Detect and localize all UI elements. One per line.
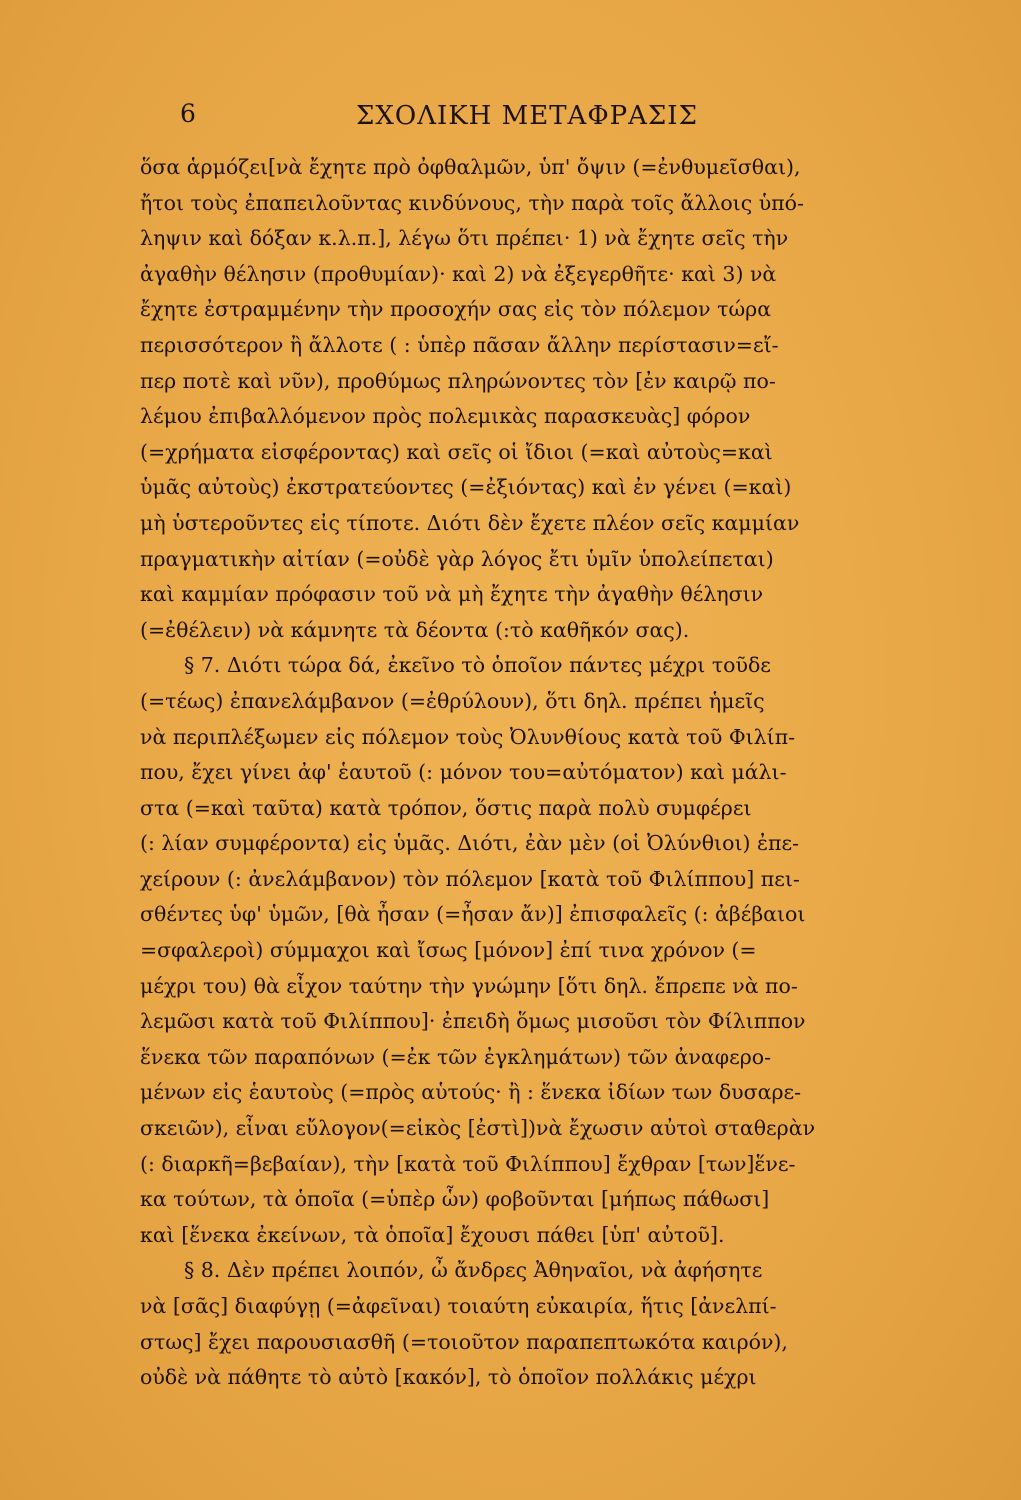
paragraph-8-start: § 8. Δὲν πρέπει λοιπόν, ὦ ἄνδρες Ἀθηναῖοι, νὰ ἀφήσητε [184, 1258, 763, 1283]
text-line: (=τέως) ἐπανελάμβανον (=ἐθρύλουν), ὅτι δηλ. πρέπει ἡμεῖς [140, 688, 765, 713]
text-line: ἔχητε ἐστραμμένην τὴν προσοχήν σας εἰς τὸν πόλεμον τώρα [140, 297, 772, 322]
text-line: πραγματικὴν αἰτίαν (=οὐδὲ γὰρ λόγος ἔτι ὑμῖν ὑπολείπεται) [140, 546, 774, 571]
text-line: χείρουν (: ἀνελάμβανον) τὸν πόλεμον [κατὰ τοῦ Φιλίππου] πει- [140, 866, 800, 891]
text-line: κα τούτων, τὰ ὁποῖα (=ὑπὲρ ὧν) φοβοῦνται [μήπως πάθωσι] [140, 1187, 770, 1212]
text-line: καὶ καμμίαν πρόφασιν τοῦ νὰ μὴ ἔχητε τὴν ἀγαθὴν θέλησιν [140, 582, 764, 607]
text-line: λεμῶσι κατὰ τοῦ Φιλίππου]· ἐπειδὴ ὅμως μισοῦσι τὸν Φίλιππον [140, 1009, 806, 1034]
text-line: (=ἐθέλειν) νὰ κάμνητε τὰ δέοντα (:τὸ καθῆκόν σας). [140, 617, 690, 642]
text-line: μὴ ὑστεροῦντες εἰς τίποτε. Διότι δὲν ἔχετε πλέον σεῖς καμμίαν [140, 510, 800, 535]
paragraph-7-start: § 7. Διότι τώρα δά, ἐκεῖνο τὸ ὁποῖον πάντες μέχρι τοῦδε [184, 653, 771, 678]
text-line: μέχρι του) θὰ εἶχον ταύτην τὴν γνώμην [ὅτι δηλ. ἔπρεπε νὰ πο- [140, 973, 798, 998]
text-line: οὐδὲ νὰ πάθητε τὸ αὐτὸ [κακόν], τὸ ὁποῖον πολλάκις μέχρι [140, 1365, 757, 1390]
text-line: (: λίαν συμφέροντα) εἰς ὑμᾶς. Διότι, ἐὰν μὲν (οἱ Ὀλύνθιοι) ἐπε- [140, 831, 800, 856]
page-header [0, 98, 1021, 138]
text-line: στως] ἔχει παρουσιασθῆ (=τοιοῦτον παραπεπτωκότα καιρόν), [140, 1329, 788, 1354]
page-number: 6 [180, 99, 196, 128]
text-line: (: διαρκῆ=βεβαίαν), τὴν [κατὰ τοῦ Φιλίππου] ἔχθραν [των]ἕνε- [140, 1151, 796, 1176]
text-line: σθέντες ὑφ' ὑμῶν, [θὰ ἦσαν (=ἦσαν ἄν)] ἐπισφαλεῖς (: ἀβέβαιοι [140, 902, 806, 927]
text-line: ὑμᾶς αὐτοὺς) ἐκστρατεύοντες (=ἐξιόντας) καὶ ἐν γένει (=καὶ) [140, 475, 792, 500]
text-line: ἀγαθὴν θέλησιν (προθυμίαν)· καὶ 2) νὰ ἐξεγερθῆτε· καὶ 3) νὰ [140, 261, 777, 286]
text-line: (=χρήματα εἰσφέροντας) καὶ σεῖς οἱ ἴδιοι (=καὶ αὐτοὺς=καὶ [140, 439, 773, 464]
text-line: σκειῶν), εἶναι εὔλογον(=εἰκὸς [ἐστὶ])νὰ ἔχωσιν αὐτοὶ σταθερὰν [140, 1116, 816, 1141]
text-line: που, ἔχει γίνει ἀφ' ἑαυτοῦ (: μόνον του=αὐτόματον) καὶ μάλι- [140, 760, 787, 785]
text-line: στα (=καὶ ταῦτα) κατὰ τρόπον, ὅστις παρὰ πολὺ συμφέρει [140, 795, 752, 820]
text-line: ἕνεκα τῶν παραπόνων (=ἐκ τῶν ἐγκλημάτων) τῶν ἀναφερο- [140, 1044, 772, 1069]
text-line: ληψιν καὶ δόξαν κ.λ.π.], λέγω ὅτι πρέπει· 1) νὰ ἔχητε σεῖς τὴν [140, 226, 789, 251]
text-line: καὶ [ἕνεκα ἐκείνων, τὰ ὁποῖα] ἔχουσι πάθει [ὑπ' αὐτοῦ]. [140, 1222, 725, 1247]
text-line: λέμου ἐπιβαλλόμενον πρὸς πολεμικὰς παρασκευὰς] φόρον [140, 404, 751, 429]
text-line: =σφαλεροὶ) σύμμαχοι καὶ ἴσως [μόνον] ἐπί τινα χρόνον (= [140, 938, 757, 963]
text-line: περ ποτὲ καὶ νῦν), προθύμως πληρώνοντες τὸν [ἐν καιρῷ πο- [140, 368, 776, 393]
running-title: ΣΧΟΛΙΚΗ ΜΕΤΑΦΡΑΣΙΣ [356, 101, 698, 131]
text-line: μένων εἰς ἑαυτοὺς (=πρὸς αὑτούς· ἢ : ἕνεκα ἰδίων των δυσαρε- [140, 1080, 802, 1105]
text-line: ἤτοι τοὺς ἐπαπειλοῦντας κινδύνους, τὴν παρὰ τοῖς ἄλλοις ὑπό- [140, 190, 804, 215]
text-line: νὰ [σᾶς] διαφύγῃ (=ἀφεῖναι) τοιαύτη εὐκαιρία, ἥτις [ἀνελπί- [140, 1294, 777, 1318]
text-line: ὅσα ἁρμόζει[νὰ ἔχητε πρὸ ὀφθαλμῶν, ὑπ' ὄψιν (=ἐνθυμεῖσθαι), [140, 155, 801, 179]
text-line: νὰ περιπλέξωμεν εἰς πόλεμον τοὺς Ὀλυνθίους κατὰ τοῦ Φιλίπ- [140, 724, 796, 749]
text-line: περισσότερον ἢ ἄλλοτε ( : ὑπὲρ πᾶσαν ἄλλην περίστασιν=εἴ- [140, 332, 779, 357]
text-body [140, 150, 878, 1396]
